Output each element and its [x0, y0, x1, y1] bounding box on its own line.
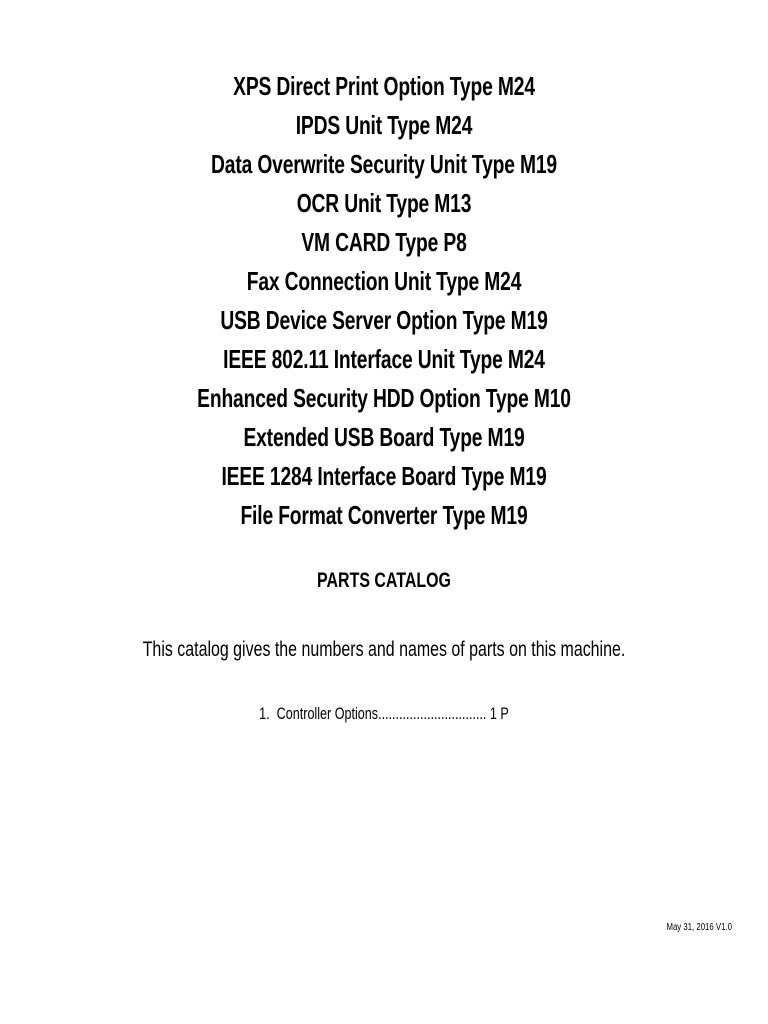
option-title: VM CARD Type P8	[301, 227, 467, 257]
option-title: IPDS Unit Type M24	[295, 110, 473, 140]
option-title: IEEE 802.11 Interface Unit Type M24	[223, 344, 545, 374]
option-title: OCR Unit Type M13	[296, 188, 472, 218]
toc-entry-label: Controller Options	[276, 704, 379, 723]
option-title: Extended USB Board Type M19	[243, 422, 525, 452]
option-title: USB Device Server Option Type M19	[220, 305, 548, 335]
toc-entry-leader: ...............................	[378, 704, 487, 723]
option-title: Enhanced Security HDD Option Type M10	[197, 383, 571, 413]
parts-catalog-heading: PARTS CATALOG	[317, 569, 451, 592]
option-title: File Format Converter Type M19	[240, 500, 528, 530]
version-date-footer: May 31, 2016 V1.0	[666, 922, 732, 933]
table-of-contents	[100, 702, 668, 726]
option-title-list	[0, 67, 768, 535]
toc-entry-number: 1.	[259, 704, 270, 723]
option-title: Fax Connection Unit Type M24	[246, 266, 522, 296]
catalog-description: This catalog gives the numbers and names of parts on this machine.	[142, 638, 626, 661]
toc-entry-page: 1 P	[489, 704, 509, 723]
option-title: IEEE 1284 Interface Board Type M19	[221, 461, 547, 491]
toc-entry[interactable]	[100, 702, 668, 726]
option-title: Data Overwrite Security Unit Type M19	[211, 149, 557, 179]
option-title: XPS Direct Print Option Type M24	[233, 71, 535, 101]
